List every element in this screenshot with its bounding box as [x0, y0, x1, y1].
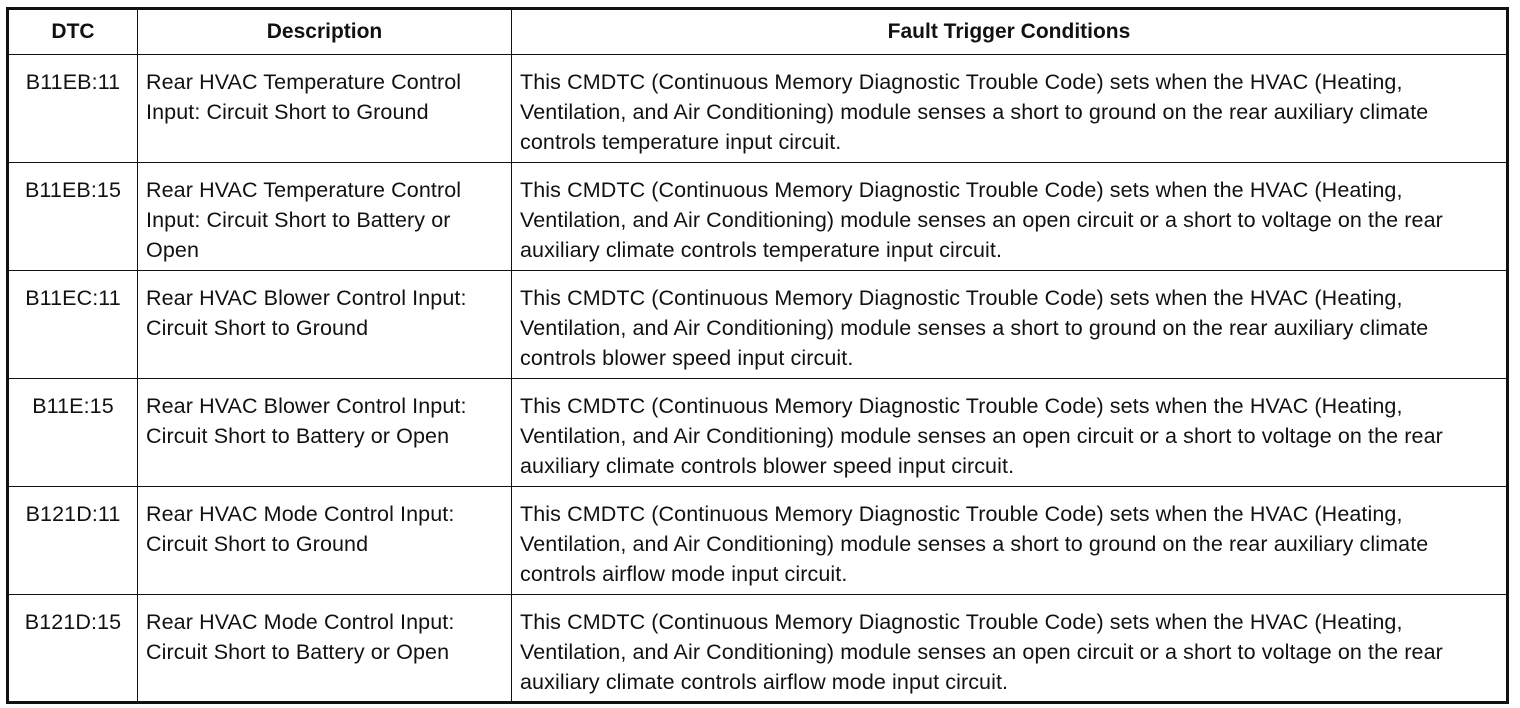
conditions-cell: This CMDTC (Continuous Memory Diagnostic Trouble Code) sets when the HVAC (Heating, Ventilation, and Air Conditioning) module senses an open circuit or a short to voltage on the rear auxiliary climate controls airflow mode input circuit. [512, 595, 1508, 703]
conditions-cell: This CMDTC (Continuous Memory Diagnostic Trouble Code) sets when the HVAC (Heating, Ventilation, and Air Conditioning) module senses an open circuit or a short to voltage on the rear auxiliary climate controls temperature input circuit. [512, 163, 1508, 271]
table-row [8, 271, 1508, 379]
description-cell: Rear HVAC Mode Control Input: Circuit Short to Ground [138, 487, 512, 595]
header-fault-trigger-conditions: Fault Trigger Conditions [512, 9, 1508, 55]
table-row [8, 379, 1508, 487]
conditions-cell: This CMDTC (Continuous Memory Diagnostic Trouble Code) sets when the HVAC (Heating, Ventilation, and Air Conditioning) module senses an open circuit or a short to voltage on the rear auxiliary climate controls blower speed input circuit. [512, 379, 1508, 487]
dtc-code-cell: B11E:15 [8, 379, 138, 487]
header-dtc: DTC [8, 9, 138, 55]
dtc-table [6, 7, 1509, 704]
header-row [8, 9, 1508, 55]
table-row [8, 55, 1508, 163]
description-cell: Rear HVAC Blower Control Input: Circuit Short to Battery or Open [138, 379, 512, 487]
table-header [8, 9, 1508, 55]
description-cell: Rear HVAC Temperature Control Input: Circuit Short to Ground [138, 55, 512, 163]
dtc-code-cell: B121D:15 [8, 595, 138, 703]
header-description: Description [138, 9, 512, 55]
conditions-cell: This CMDTC (Continuous Memory Diagnostic Trouble Code) sets when the HVAC (Heating, Ventilation, and Air Conditioning) module senses a short to ground on the rear auxiliary climate controls airflow mode input circuit. [512, 487, 1508, 595]
table-row [8, 595, 1508, 703]
dtc-code-cell: B121D:11 [8, 487, 138, 595]
table-row [8, 487, 1508, 595]
table-body [8, 55, 1508, 703]
description-cell: Rear HVAC Blower Control Input: Circuit Short to Ground [138, 271, 512, 379]
dtc-code-cell: B11EB:11 [8, 55, 138, 163]
conditions-cell: This CMDTC (Continuous Memory Diagnostic Trouble Code) sets when the HVAC (Heating, Ventilation, and Air Conditioning) module senses a short to ground on the rear auxiliary climate controls blower speed input circuit. [512, 271, 1508, 379]
conditions-cell: This CMDTC (Continuous Memory Diagnostic Trouble Code) sets when the HVAC (Heating, Ventilation, and Air Conditioning) module senses a short to ground on the rear auxiliary climate controls temperature input circuit. [512, 55, 1508, 163]
table-row [8, 163, 1508, 271]
description-cell: Rear HVAC Temperature Control Input: Circuit Short to Battery or Open [138, 163, 512, 271]
description-cell: Rear HVAC Mode Control Input: Circuit Short to Battery or Open [138, 595, 512, 703]
dtc-code-cell: B11EB:15 [8, 163, 138, 271]
dtc-code-cell: B11EC:11 [8, 271, 138, 379]
